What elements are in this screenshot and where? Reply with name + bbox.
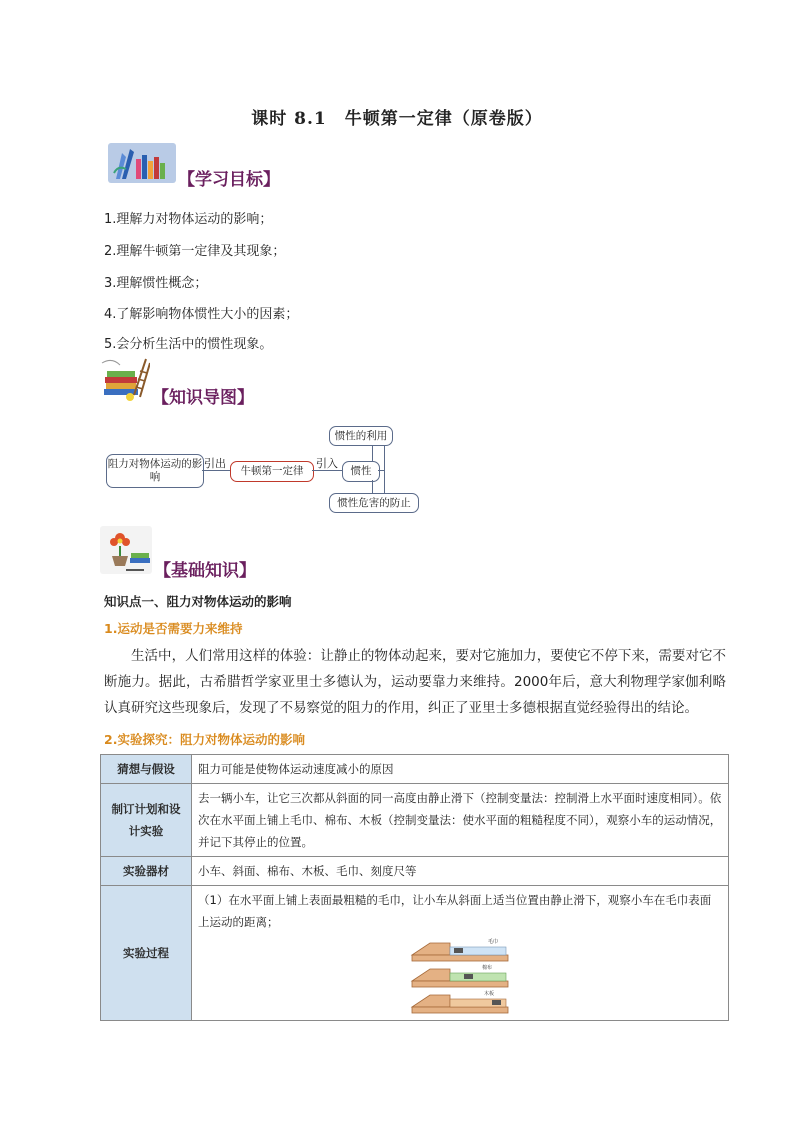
mindmap-center-node: 牛顿第一定律	[230, 461, 314, 482]
row-label: 实验过程	[101, 886, 192, 1021]
goal-item-3: 3.理解惯性概念；	[104, 276, 208, 291]
goal-item-1: 1.理解力对物体运动的影响；	[104, 212, 273, 227]
mindmap-edge-label-2: 引入	[316, 457, 338, 470]
section-goals-label: 【学习目标】	[178, 170, 280, 190]
section-basic-label: 【基础知识】	[154, 561, 256, 581]
subheading-2: 2.实验探究：阻力对物体运动的影响	[104, 732, 305, 747]
knowledge-point-1-heading: 知识点一、阻力对物体运动的影响	[104, 594, 292, 609]
books-chart-icon	[108, 143, 176, 183]
mindmap-branch-top: 惯性的利用	[329, 426, 393, 446]
experiment-table	[100, 754, 729, 1021]
flower-pot-books-icon	[100, 526, 152, 574]
row-label: 制订计划和设计实验	[101, 784, 192, 857]
section-map-label: 【知识导图】	[152, 388, 254, 408]
mindmap-connector	[372, 444, 373, 461]
surface-label-wood: 木板	[484, 991, 495, 997]
goal-item-4: 4.了解影响物体惯性大小的因素；	[104, 307, 299, 322]
table-row	[101, 755, 729, 784]
table-row	[101, 784, 729, 857]
mindmap-edge-label-1: 引出	[204, 457, 226, 470]
row-content: （1）在水平面上铺上表面最粗糙的毛巾，让小车从斜面上适当位置由静止滑下，观察小车在毛巾表面上运动的距离；	[198, 893, 712, 929]
goal-item-2: 2.理解牛顿第一定律及其现象；	[104, 244, 286, 259]
ramp-experiment-diagram	[410, 937, 510, 1015]
mindmap-connector	[372, 480, 373, 493]
table-row	[101, 886, 729, 1021]
body-paragraph: 生活中，人们常用这样的体验：让静止的物体动起来，要对它施加力，要使它不停下来，需要对它不断施力。据此，古希腊哲学家亚里士多德认为，运动要靠力来维持。2000年后，意大利物理学家伽利略认真研究这些现象后，发现了不易察觉的阻力的作用，纠正了亚里士多德根据直觉经验得出的结论。	[104, 648, 726, 716]
page-title: 课时 8.1 牛顿第一定律（原卷版）	[251, 109, 543, 129]
row-content: 阻力可能是使物体运动速度减小的原因	[192, 755, 729, 784]
mindmap-branch-bottom: 惯性危害的防止	[329, 493, 419, 513]
table-row	[101, 857, 729, 886]
stacked-books-ladder-icon	[100, 355, 150, 403]
row-content: 去一辆小车，让它三次都从斜面的同一高度由静止滑下（控制变量法：控制滑上水平面时速度相同）。依次在水平面上铺上毛巾、棉布、木板（控制变量法：使水平面的粗糙程度不同），观察小车的运动情况，并记下其停止的位置。	[192, 784, 729, 857]
row-content-cell	[192, 886, 729, 1021]
row-label: 实验器材	[101, 857, 192, 886]
row-content: 小车、斜面、棉布、木板、毛巾、刻度尺等	[192, 857, 729, 886]
row-label: 猜想与假设	[101, 755, 192, 784]
surface-label-cotton: 棉布	[482, 965, 493, 971]
goal-item-5: 5.会分析生活中的惯性现象。	[104, 337, 273, 352]
mindmap-root-node: 阻力对物体运动的影响	[106, 454, 204, 488]
subheading-1: 1.运动是否需要力来维持	[104, 621, 243, 636]
surface-label-towel: 毛巾	[488, 939, 499, 945]
mindmap-inertia-node: 惯性	[342, 461, 380, 482]
